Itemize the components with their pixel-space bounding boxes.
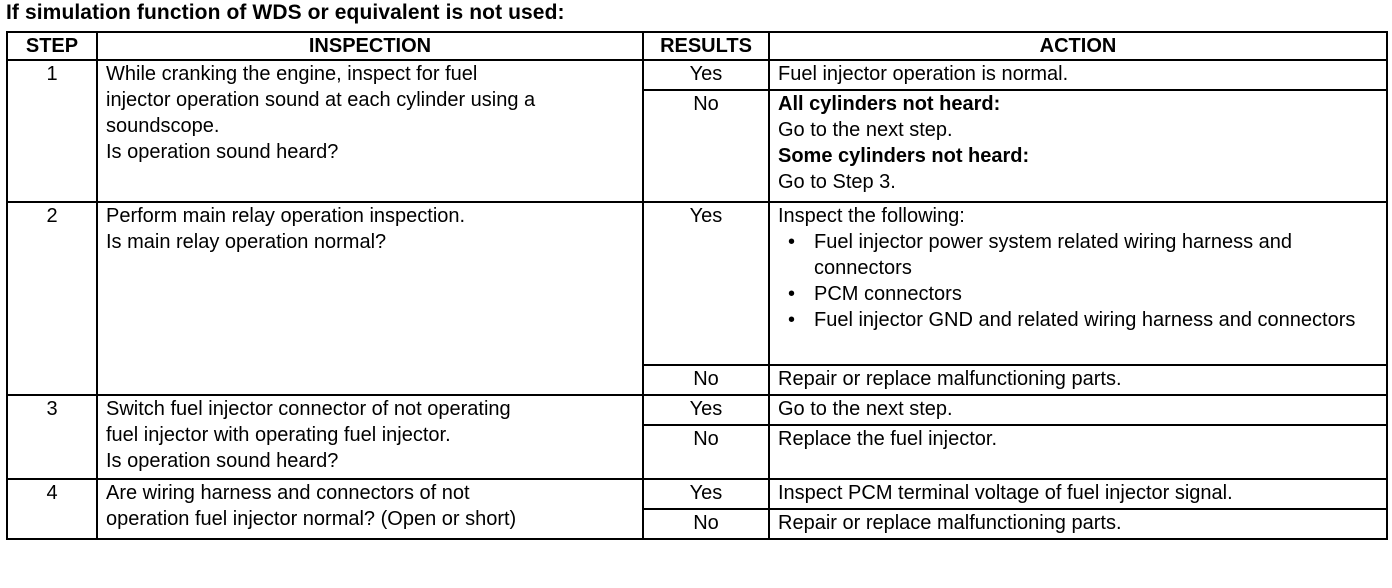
step-number: 2 (7, 202, 97, 395)
bullet-item: • PCM connectors (814, 281, 1378, 307)
step-number: 4 (7, 479, 97, 539)
action-text: Go to Step 3. (778, 171, 896, 193)
result-yes: Yes (643, 395, 769, 425)
action-text: Inspect the following: (778, 205, 965, 227)
inspection-line: Perform main relay operation inspection. (106, 205, 466, 227)
step-number: 3 (7, 395, 97, 479)
bullet-list (778, 229, 1378, 333)
result-yes: Yes (643, 202, 769, 365)
result-no: No (643, 425, 769, 479)
result-yes: Yes (643, 60, 769, 90)
diagnostic-table (6, 31, 1388, 540)
action-heading: All cylinders not heard: (778, 93, 1001, 115)
table-row (7, 202, 1387, 365)
inspection-line: injector operation sound at each cylinder using a (106, 89, 536, 111)
action-cell (769, 90, 1387, 202)
action-cell (769, 202, 1387, 365)
inspection-cell (97, 395, 643, 479)
action-cell: Go to the next step. (769, 395, 1387, 425)
inspection-cell (97, 60, 643, 202)
table-row (7, 479, 1387, 509)
action-text: Go to the next step. (778, 119, 953, 141)
inspection-line: soundscope. (106, 115, 220, 137)
table-row (7, 395, 1387, 425)
header-inspection: INSPECTION (97, 32, 643, 60)
table-row (7, 60, 1387, 90)
action-cell: Fuel injector operation is normal. (769, 60, 1387, 90)
header-results: RESULTS (643, 32, 769, 60)
header-action: ACTION (769, 32, 1387, 60)
inspection-line: Are wiring harness and connectors of not (106, 482, 470, 504)
inspection-line: Is operation sound heard? (106, 141, 339, 163)
bullet-item: • Fuel injector power system related wiring harness and connectors (814, 229, 1378, 281)
inspection-line: Is operation sound heard? (106, 450, 339, 472)
inspection-cell (97, 202, 643, 395)
bullet-item: • Fuel injector GND and related wiring harness and connectors (814, 307, 1378, 333)
inspection-line: Switch fuel injector connector of not operating (106, 398, 511, 420)
result-no: No (643, 509, 769, 539)
inspection-line: Is main relay operation normal? (106, 231, 387, 253)
step-number: 1 (7, 60, 97, 202)
action-cell: Replace the fuel injector. (769, 425, 1387, 479)
action-cell: Repair or replace malfunctioning parts. (769, 509, 1387, 539)
action-cell: Repair or replace malfunctioning parts. (769, 365, 1387, 395)
result-no: No (643, 365, 769, 395)
result-no: No (643, 90, 769, 202)
page-title: If simulation function of WDS or equivalent is not used: (6, 1, 565, 24)
result-yes: Yes (643, 479, 769, 509)
action-heading: Some cylinders not heard: (778, 145, 1030, 167)
inspection-line: While cranking the engine, inspect for fuel (106, 63, 478, 85)
header-row (7, 32, 1387, 60)
inspection-cell (97, 479, 643, 539)
header-step: STEP (7, 32, 97, 60)
inspection-line: operation fuel injector normal? (Open or short) (106, 508, 517, 530)
inspection-line: fuel injector with operating fuel injector. (106, 424, 451, 446)
action-cell: Inspect PCM terminal voltage of fuel injector signal. (769, 479, 1387, 509)
